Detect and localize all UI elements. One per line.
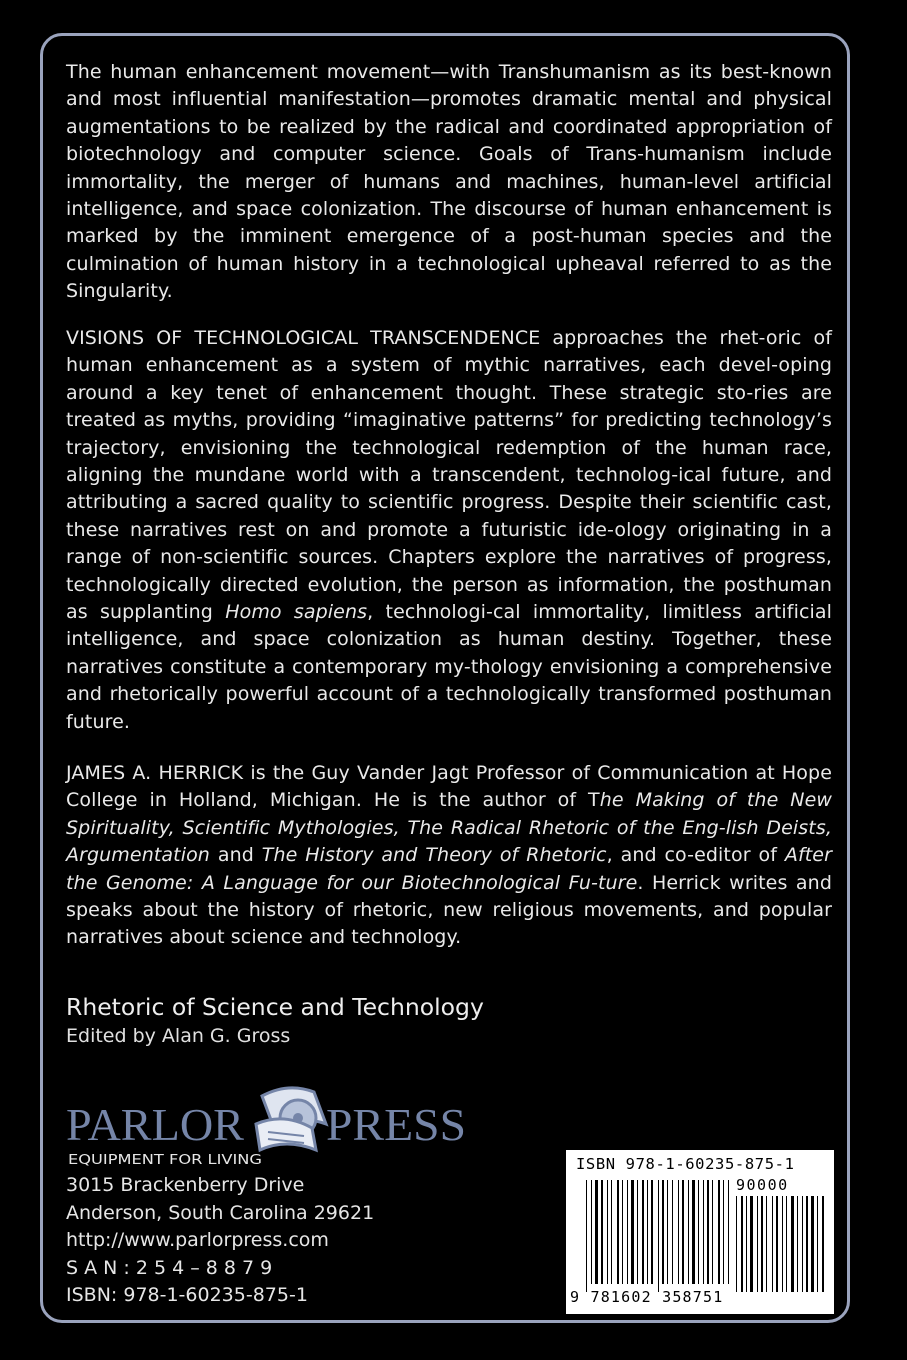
summary-italic-term: Homo sapiens [225,601,368,624]
barcode-bar [782,1196,783,1292]
barcode-bar [712,1180,713,1284]
publisher-tagline: EQUIPMENT FOR LIVING [68,1152,262,1168]
barcode-bar [617,1180,619,1284]
series-editor: Edited by Alan G. Gross [66,1025,291,1047]
barcode-bar [688,1180,689,1284]
barcode-bar [698,1180,699,1284]
bio-text-a: JAMES A. HERRICK is the Guy Vander Jagt Professor of Communication at Hope College in Holland, Michigan. He is the author of T [66,762,832,812]
scroll-and-disc-icon [256,1088,326,1150]
publisher-url: http://www.parlorpress.com [66,1229,329,1251]
barcode-bar [766,1196,767,1292]
barcode-bar [723,1180,724,1284]
barcode-bar [651,1180,653,1284]
barcode-bar [797,1196,798,1292]
publisher-isbn: ISBN: 978-1-60235-875-1 [66,1284,308,1306]
bio-text-d: . Herrick writes and speaks about the history of rhetoric, new religious movements, and popular narratives about science and technology. [66,871,832,949]
publisher-name-left: PARLOR [66,1099,245,1150]
barcode-bar [776,1196,778,1292]
barcode-ean-digits [570,1288,723,1306]
bio-title-list: he Making of the New Spirituality, Scientific Mythologies, The Radical Rhetoric of the Eng-lish Deists, Argumentation [66,789,832,867]
barcode-isbn-text: ISBN 978-1-60235-875-1 [576,1155,795,1173]
publisher-address-block [66,1172,374,1310]
barcode-bar [736,1196,737,1292]
barcode-price-code: 90000 [736,1176,789,1194]
barcode-bar [791,1196,794,1292]
barcode-bar [802,1196,803,1292]
barcode-bar [757,1196,758,1292]
address-street: 3015 Brackenberry Drive [66,1174,305,1196]
barcode-bar [707,1180,709,1284]
summary-text-a: VISIONS OF TECHNOLOGICAL TRANSCENDENCE approaches the rhet-oric of human enhancement as a system of mythic narratives, each devel-oping around a key tenet of enhancement thought. These strategic sto-ries are treated as myths, providing “imaginative patterns” for predicting technology’s trajectory, envisioning the technological redemption of the human race, aligning the mundane world with a transcendent, technolog-ical future, and attributing a sacred quality to scientific progress. Despite their scientific cast, these narratives rest on and promote a futuristic ide-ology originating in a range of non-scientific sources. Chapters explore the narratives of progress, technologically directed evolution, the person as information, the posthuman as supplanting [66,327,832,624]
barcode-bar [806,1196,808,1292]
barcode-bar [627,1180,628,1284]
barcode-bar [746,1196,747,1292]
barcode-bar [667,1180,668,1284]
barcode-bar [817,1196,818,1292]
bio-title-genome: After the Genome: A Language for our Biotechnological Fu-ture [66,844,833,894]
publisher-san: S A N : 2 5 4 – 8 8 7 9 [66,1256,273,1279]
barcode-bar [591,1180,592,1284]
address-city: Anderson, South Carolina 29621 [66,1201,375,1224]
barcode-bar [728,1180,729,1284]
barcode-bar [611,1180,612,1284]
barcode-bar [672,1180,673,1284]
barcode-bar [658,1180,659,1292]
barcode-bar [607,1180,608,1284]
ean-remaining-digits: 781602 358751 [590,1288,724,1306]
barcode-bar [822,1196,824,1292]
barcode-bar [761,1196,763,1292]
publisher-name-right: PRESS [326,1099,466,1150]
barcode-bar [772,1196,773,1292]
book-summary-paragraph [66,325,832,736]
barcode-bar [637,1180,638,1284]
series-title: Rhetoric of Science and Technology [66,993,484,1021]
barcode-bar [703,1180,704,1284]
barcode-bar [631,1180,634,1284]
barcode-bar [718,1180,720,1284]
ean-first-digit: 9 [570,1288,581,1306]
barcode-bar [622,1180,623,1284]
author-bio-paragraph [66,760,832,952]
barcode-bar [647,1180,648,1284]
summary-text-b: , technologi-cal immortality, limitless artificial intelligence, and space colonization as human destiny. Together, these narratives constitute a contemporary my-thology envisioning a comprehensive and rhetorically powerful account of a technologically transformed posthuman future. [66,601,833,733]
barcode-bar [750,1196,753,1292]
barcode-bar [642,1180,644,1284]
description-paragraph: The human enhancement movement—with Transhumanism as its best-known and most influential manifestation—promotes dramatic mental and physical augmentations to be realized by the radical and coordinated appropriation of biotechnology and computer science. Goals of Trans-humanism include immortality, the merger of humans and machines, human-level artificial intelligence, and space colonization. The discourse of human enhancement is marked by the imminent emergence of a post-human species and the culmination of human history in a technological upheaval referred to as the Singularity. [66,61,832,303]
bio-title-history: The History and Theory of Rhetoric [261,844,607,867]
bio-text-b: and [209,844,262,867]
barcode-bar [595,1180,598,1284]
barcode-bar [741,1196,743,1292]
barcode-bar [692,1180,695,1284]
publisher-logo [66,1082,476,1172]
barcode-bar [678,1180,679,1284]
barcode-bar [786,1196,787,1292]
barcode-bar [811,1196,814,1292]
barcode-bar [662,1180,664,1284]
barcode-bar [586,1180,587,1292]
isbn-barcode [566,1150,834,1314]
barcode-bar [601,1180,603,1284]
bio-text-c: , and co-editor of [606,844,785,867]
barcode-bar [682,1180,684,1284]
